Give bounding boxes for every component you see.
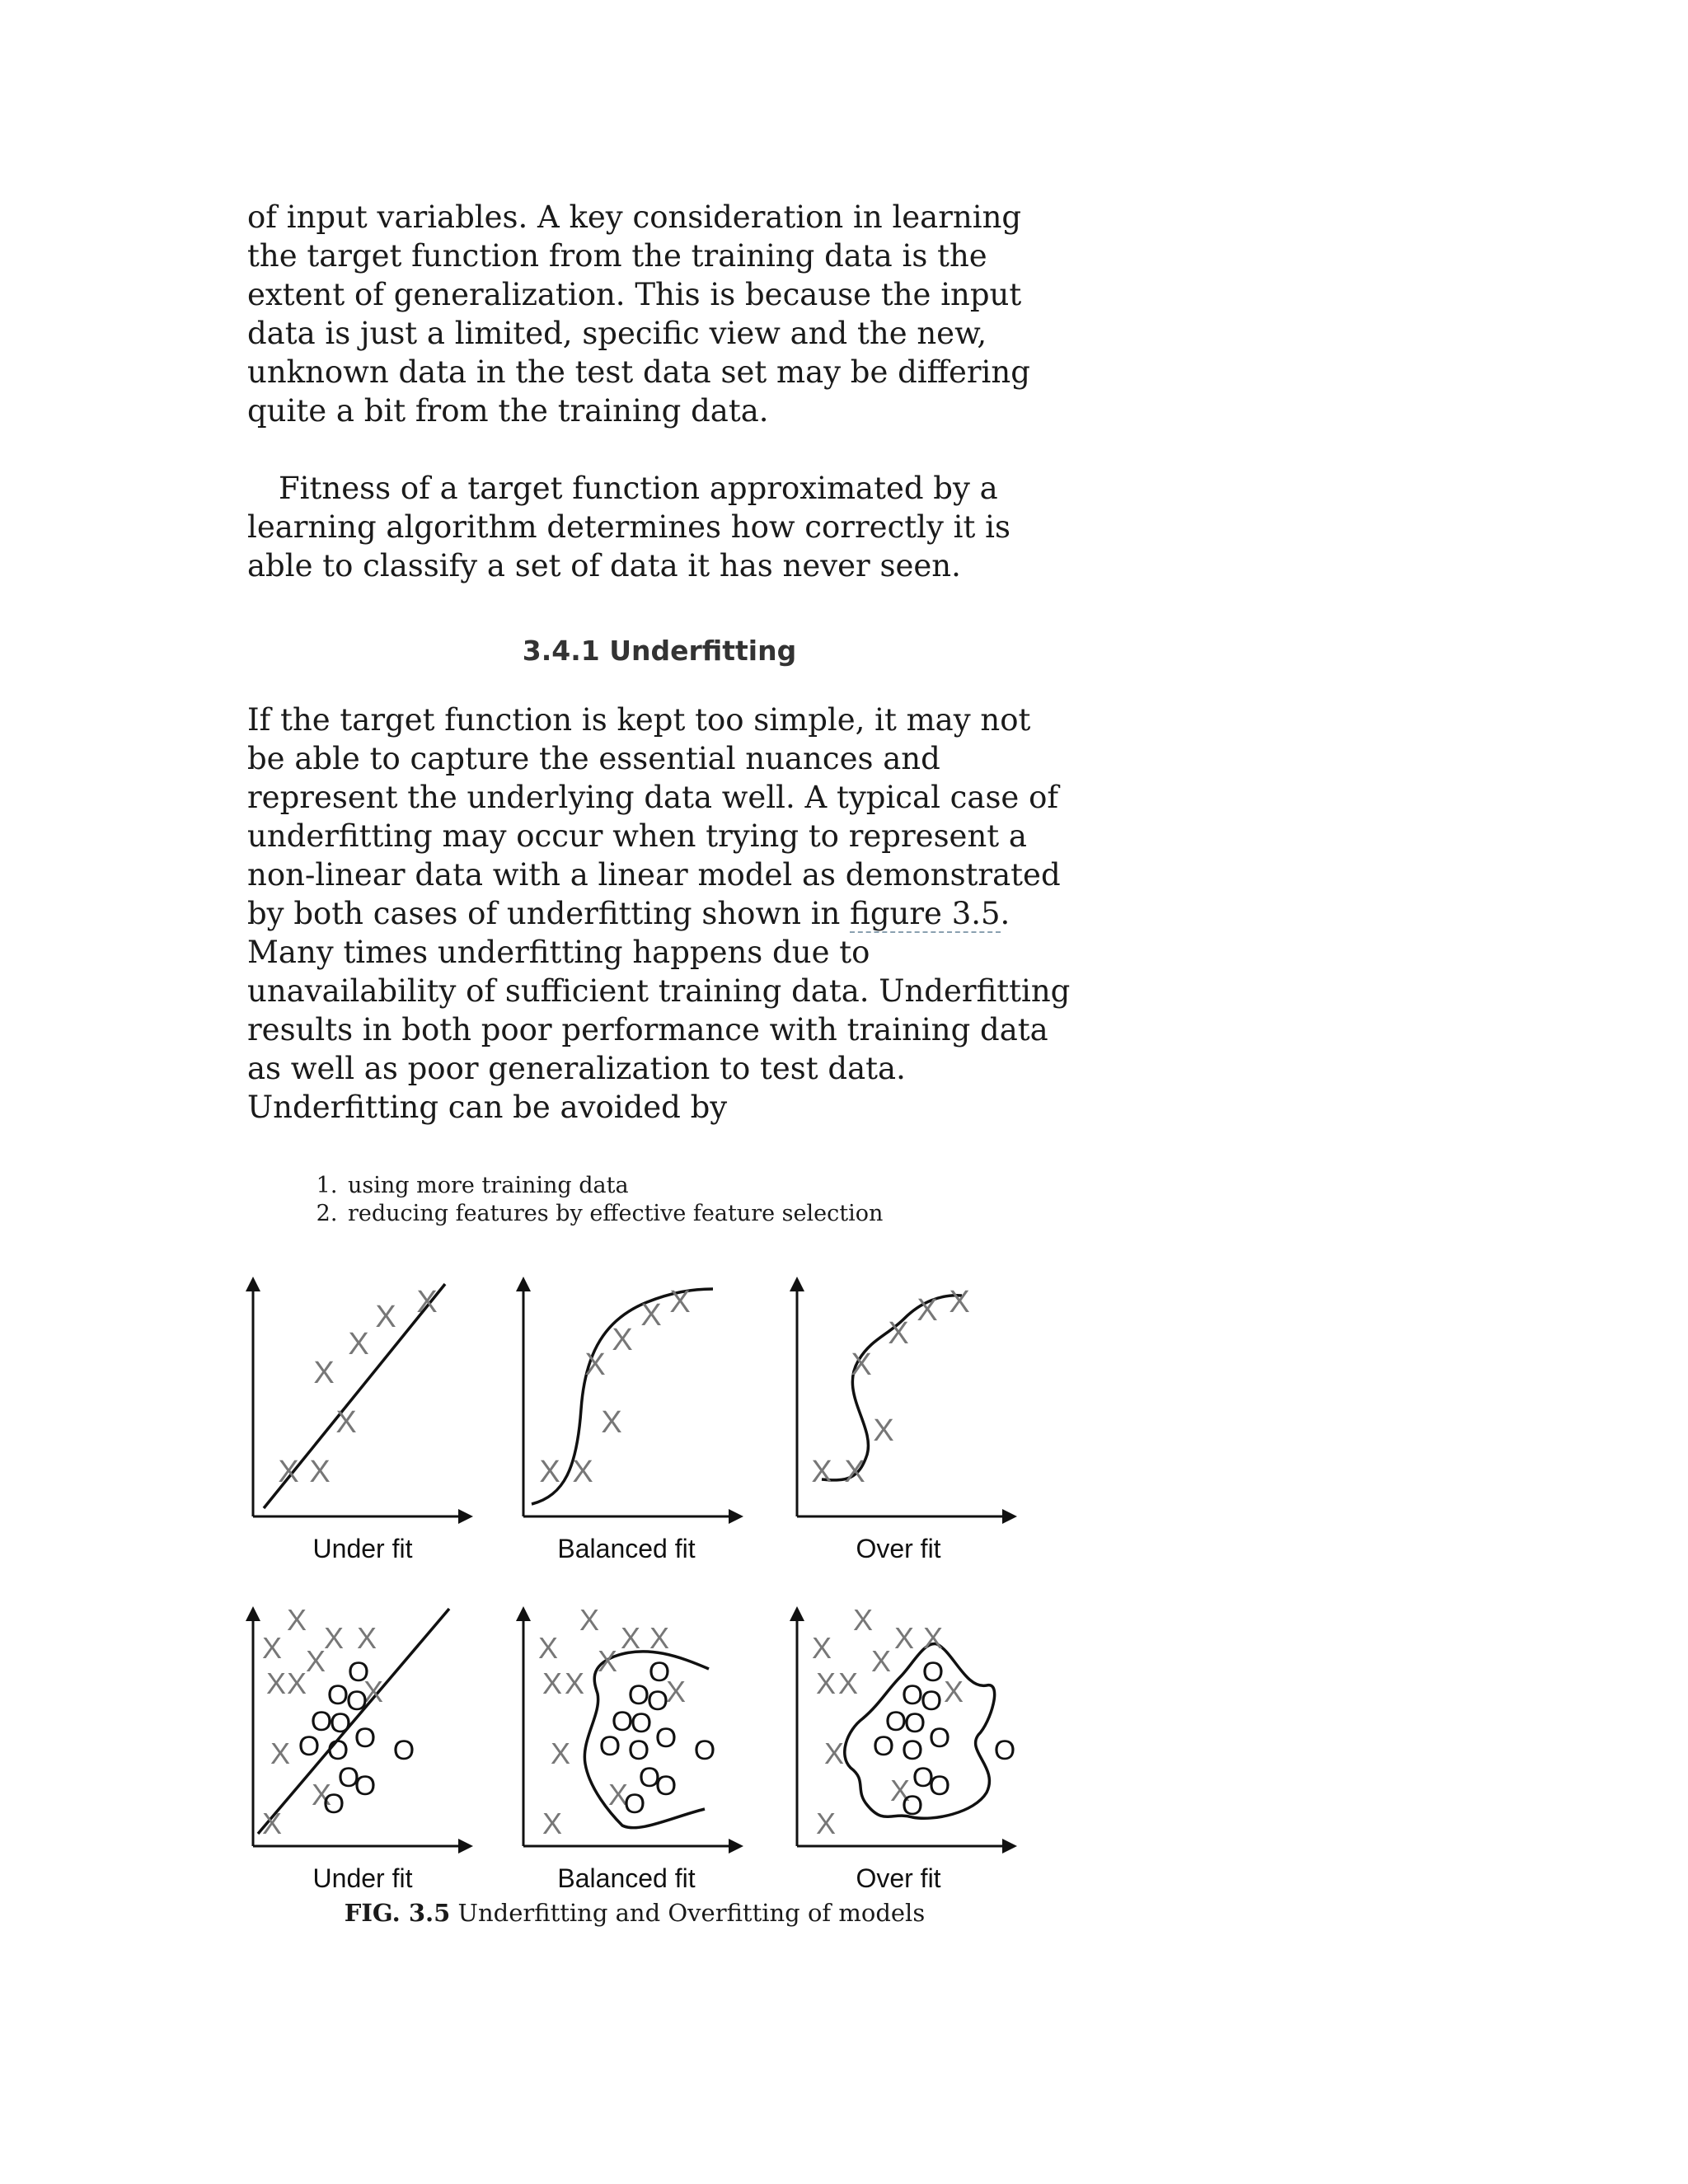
x-marker: X — [537, 1631, 559, 1665]
o-marker: O — [693, 1735, 716, 1766]
x-marker: X — [375, 1300, 396, 1334]
x-marker: X — [917, 1293, 938, 1328]
panel-under-fit-classification — [253, 1603, 466, 1893]
x-marker: X — [261, 1807, 283, 1840]
x-marker: X — [286, 1666, 307, 1700]
list-item: 2. reducing features by effective feature selection — [345, 1200, 1071, 1228]
panel-label: Under fit — [312, 1534, 413, 1563]
o-marker: O — [627, 1680, 650, 1711]
x-marker: X — [286, 1603, 307, 1637]
page-content — [247, 198, 1071, 1228]
x-marker: X — [542, 1807, 563, 1840]
x-marker: X — [870, 1644, 892, 1678]
x-marker: X — [612, 1323, 633, 1357]
paragraph-underfitting-text-1: If the target function is kept too simple, it may not be able to capture the essential nuances and represent the underlying data well. A typical case of underfitting may occur when trying to represent a non-linear data with a linear model as demonstrated by both cases of underfitting shown in — [247, 702, 1061, 931]
x-marker: X — [893, 1621, 915, 1655]
x-marker: X — [815, 1666, 837, 1700]
x-marker: X — [837, 1666, 859, 1700]
o-marker: O — [630, 1708, 653, 1739]
o-marker: O — [322, 1788, 345, 1820]
x-marker: X — [889, 1774, 911, 1807]
paragraph-fitness: Fitness of a target function approximated by a learning algorithm determines how correctly it is able to classify a set of data it has never seen. — [247, 471, 1010, 583]
o-marker: O — [326, 1735, 349, 1766]
paragraph-generalization: of input variables. A key consideration in learning the target function from the training data is the extent of generalization. This is because the input data is just a limited, specific view and the new, unknown data in the test data set may be differing quite a bit from the training data. — [247, 199, 1030, 429]
x-marker: X — [311, 1778, 332, 1811]
o-marker: O — [337, 1762, 360, 1793]
o-marker: O — [646, 1685, 669, 1717]
x-marker: X — [844, 1455, 865, 1489]
panel-balanced-fit-classification — [523, 1603, 736, 1893]
x-marker: X — [607, 1778, 629, 1811]
x-marker: X — [278, 1455, 299, 1489]
o-marker: O — [903, 1708, 926, 1739]
x-marker: X — [601, 1405, 622, 1440]
panel-label: Over fit — [856, 1863, 941, 1893]
o-marker: O — [638, 1762, 661, 1793]
x-marker: X — [649, 1621, 670, 1655]
x-marker: X — [539, 1455, 560, 1489]
x-marker: X — [811, 1631, 832, 1665]
x-marker: X — [363, 1675, 384, 1708]
x-marker: X — [811, 1455, 832, 1489]
figure-caption-label: FIG. 3.5 — [344, 1899, 451, 1927]
o-marker: O — [928, 1770, 951, 1802]
o-marker: O — [326, 1680, 349, 1711]
o-marker: O — [912, 1762, 935, 1793]
panel-label: Balanced fit — [557, 1534, 696, 1563]
x-marker: X — [852, 1603, 874, 1637]
x-marker: X — [564, 1666, 585, 1700]
x-marker: X — [323, 1621, 345, 1655]
x-marker: X — [922, 1621, 944, 1655]
panel-over-fit-classification — [797, 1603, 1015, 1893]
paragraph-underfitting-text-2: . Many times underfitting happens due to unavailability of sufficient training data. Underfitting results in both poor performance with training data as well as poor generalization to test data. Underfitting can be avoided by — [247, 896, 1071, 1125]
x-marker: X — [579, 1603, 600, 1637]
section-heading-underfitting: 3.4.1 Underfitting — [522, 635, 797, 667]
o-marker: O — [598, 1731, 621, 1762]
figure-3-5 — [243, 1269, 1026, 1953]
panel-label: Over fit — [856, 1534, 941, 1563]
x-marker: X — [669, 1285, 691, 1319]
x-marker: X — [270, 1736, 291, 1770]
o-marker: O — [627, 1735, 650, 1766]
figure-caption — [247, 1899, 1022, 1927]
o-marker: O — [901, 1735, 924, 1766]
o-marker: O — [329, 1708, 352, 1739]
x-marker: X — [584, 1347, 606, 1382]
panel-under-fit-regression — [253, 1284, 466, 1563]
x-marker: X — [416, 1285, 438, 1319]
o-marker: O — [392, 1735, 415, 1766]
o-marker: O — [345, 1685, 368, 1717]
x-marker: X — [550, 1736, 571, 1770]
x-marker: X — [873, 1413, 894, 1448]
paragraph-underfitting — [247, 701, 1071, 1127]
x-marker: X — [851, 1347, 872, 1382]
x-marker: X — [261, 1631, 283, 1665]
panel-label: Under fit — [312, 1863, 413, 1893]
x-marker: X — [348, 1327, 369, 1361]
x-marker: X — [597, 1644, 618, 1678]
list-item: 1. using more training data — [345, 1172, 1071, 1200]
x-marker: X — [356, 1621, 377, 1655]
o-marker: O — [928, 1722, 951, 1754]
x-marker: X — [620, 1621, 641, 1655]
figure-3-5-link[interactable]: figure 3.5 — [850, 896, 1001, 931]
o-marker: O — [347, 1657, 370, 1688]
panel-balanced-fit-regression — [523, 1284, 736, 1563]
x-marker: X — [640, 1298, 662, 1333]
o-marker: O — [354, 1722, 377, 1754]
x-marker: X — [309, 1455, 331, 1489]
x-marker: X — [815, 1807, 837, 1840]
avoidance-list — [247, 1172, 1071, 1228]
o-marker: O — [648, 1657, 671, 1688]
x-marker: X — [665, 1675, 687, 1708]
x-marker: X — [335, 1405, 357, 1440]
o-marker: O — [920, 1685, 943, 1717]
panel-label: Balanced fit — [557, 1863, 696, 1893]
o-marker: O — [623, 1788, 646, 1820]
x-marker: X — [888, 1316, 909, 1351]
o-marker: O — [901, 1790, 924, 1821]
o-marker: O — [298, 1731, 321, 1762]
o-marker: O — [884, 1706, 907, 1737]
x-marker: X — [943, 1675, 964, 1708]
x-marker: X — [305, 1644, 326, 1678]
x-marker: X — [542, 1666, 563, 1700]
o-marker: O — [654, 1770, 678, 1802]
panel-over-fit-regression — [797, 1284, 1010, 1563]
o-marker: O — [310, 1706, 333, 1737]
figure-caption-text: Underfitting and Overfitting of models — [450, 1899, 926, 1927]
x-marker: X — [313, 1356, 335, 1390]
o-marker: O — [921, 1657, 945, 1688]
o-marker: O — [901, 1680, 924, 1711]
o-marker: O — [993, 1735, 1016, 1766]
x-marker: X — [823, 1736, 845, 1770]
o-marker: O — [654, 1722, 678, 1754]
o-marker: O — [872, 1731, 895, 1762]
x-marker: X — [572, 1455, 593, 1489]
o-marker: O — [611, 1706, 634, 1737]
x-marker: X — [265, 1666, 287, 1700]
o-marker: O — [354, 1770, 377, 1802]
x-marker: X — [949, 1285, 970, 1319]
